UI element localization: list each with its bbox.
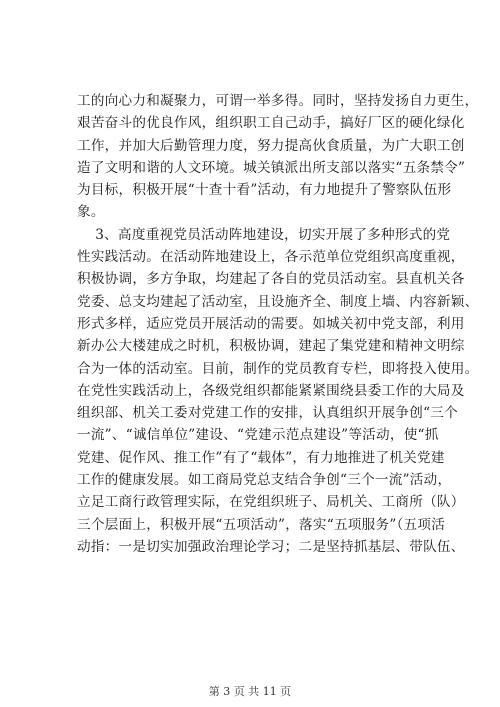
text-line: 形式多样，适应党员开展活动的需要。如城关初中党支部，利用	[77, 315, 465, 332]
text-line: 艰苦奋斗的优良作风，组织职工自己动手，搞好厂区的硬化绿化	[77, 115, 465, 132]
text-line: 合为一体的活动室。目前，制作的党员教育专栏，即将投入使用。	[77, 360, 479, 377]
text-line: 党委、总支均建起了活动室，且设施齐全、制度上墙、内容新颖、	[77, 293, 479, 310]
page-footer	[0, 683, 500, 699]
text-line: 在党性实践活动上，各级党组织都能紧紧围绕县委工作的大局及	[77, 382, 465, 399]
text-line: 一流”、“诚信单位”建设、“党建示范点建设”等活动，使“抓	[77, 427, 439, 444]
text-line: 组织部、机关工委对党建工作的安排，认真组织开展争创“三个	[77, 405, 458, 422]
text-line: 立足工商行政管理实际，在党组织班子、局机关、工商所（队）	[77, 494, 465, 511]
text-line: 造了文明和谐的人文环境。城关镇派出所支部以落实“五条禁令”	[77, 159, 466, 176]
text-line: 三个层面上，积极开展“五项活动”，落实“五项服务”（五项活	[77, 516, 446, 533]
text-line: 工作，并加大后勤管理力度，努力提高伙食质量，为广大职工创	[77, 137, 465, 154]
text-line: 3、高度重视党员活动阵地建设，切实开展了多种形式的党	[77, 226, 451, 243]
text-line: 为目标，积极开展“十查十看”活动，有力地提升了警察队伍形	[77, 182, 452, 199]
text-line: 新办公大楼建成之时机，积极协调，建起了集党建和精神文明综	[77, 338, 465, 355]
text-line: 性实践活动。在活动阵地建设上，各示范单位党组织高度重视，	[77, 249, 465, 266]
text-line: 动指：一是切实加强政治理论学习；二是坚持抓基层、带队伍、	[77, 538, 465, 555]
text-line: 象。	[77, 204, 105, 221]
text-line: 工的向心力和凝聚力，可谓一举多得。同时，坚持发扬自力更生，	[77, 93, 479, 109]
text-line: 积极协调，多方争取，均建起了各自的党员活动室。县直机关各	[77, 271, 465, 288]
body-text	[77, 90, 479, 558]
text-line: 工作的健康发展。如工商局党总支结合争创“三个一流”活动，	[77, 472, 452, 489]
text-line: 党建、促作风、推工作”有了“载体”，有力地推进了机关党建	[77, 449, 445, 466]
page-number-label: 第 3 页 共 11 页	[208, 685, 292, 698]
